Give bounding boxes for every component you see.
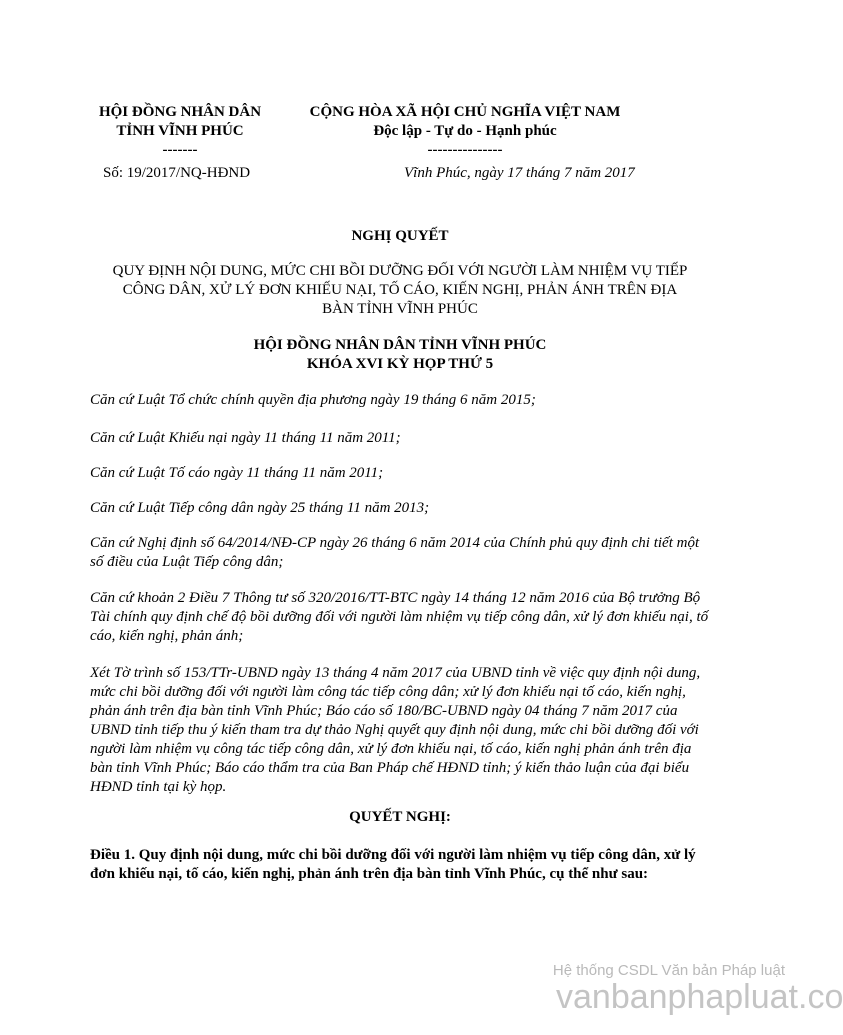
watermark-caption: Hệ thống CSDL Văn bản Pháp luật xyxy=(552,962,785,979)
preamble-paragraph: Căn cứ khoản 2 Điều 7 Thông tư số 320/2016/TT-BTC ngày 14 tháng 12 năm 2016 của Bộ trưởng Bộ Tài chính quy định chế độ bồi dưỡng đối với người làm nhiệm vụ tiếp công dân, xử lý đơn khiếu nại, tố cáo, kiến nghị, phản ánh; xyxy=(90,590,709,644)
watermark-site-link[interactable]: vanbanphapluat.co xyxy=(556,978,843,1016)
subject-line-1: QUY ĐỊNH NỘI DUNG, MỨC CHI BỒI DƯỠNG ĐỐI VỚI NGƯỜI LÀM NHIỆM VỤ TIẾP xyxy=(112,263,688,279)
preamble-paragraph: Căn cứ Luật Tổ chức chính quyền địa phương ngày 19 tháng 6 năm 2015; xyxy=(90,392,536,408)
preamble-paragraph: Căn cứ Luật Khiếu nại ngày 11 tháng 11 năm 2011; xyxy=(90,430,401,446)
country-name: CỘNG HÒA XÃ HỘI CHỦ NGHĨA VIỆT NAM xyxy=(309,104,621,120)
agency-name-line1: HỘI ĐỒNG NHÂN DÂN xyxy=(98,104,262,120)
place-date: Vĩnh Phúc, ngày 17 tháng 7 năm 2017 xyxy=(404,165,635,181)
preamble-paragraph: Xét Tờ trình số 153/TTr-UBND ngày 13 tháng 4 năm 2017 của UBND tỉnh về việc quy định nội dung, mức chi bồi dưỡng đối với người làm công tác tiếp công dân; xử lý đơn khiếu nại tố cáo, kiến nghị, phản ánh trên địa bàn tỉnh Vĩnh Phúc; Báo cáo số 180/BC-UBND ngày 04 tháng 7 năm 2017 của UBND tỉnh tiếp thu ý kiến tham tra dự thảo Nghị quyết quy định nội dung, mức chi bồi dưỡng đối với người làm nhiệm vụ công tác tiếp công dân, xử lý đơn khiếu nại, tố cáo, kiến nghị phản ánh trên địa bàn tỉnh Vĩnh Phúc; Báo cáo thẩm tra của Ban Pháp chế HĐND tỉnh; ý kiến thảo luận của đại biểu HĐND tỉnh tại kỳ họp. xyxy=(90,665,701,795)
document-type-title: NGHỊ QUYẾT xyxy=(351,228,449,244)
issuing-agency-block xyxy=(90,103,270,160)
document-subject xyxy=(90,262,710,319)
council-name: HỘI ĐỒNG NHÂN DÂN TỈNH VĨNH PHÚC xyxy=(253,337,547,353)
subject-line-2: CÔNG DÂN, XỬ LÝ ĐƠN KHIẾU NẠI, TỐ CÁO, KIẾN NGHỊ, PHẢN ÁNH TRÊN ĐỊA xyxy=(122,282,678,298)
motto: Độc lập - Tự do - Hạnh phúc xyxy=(373,123,557,139)
preamble-paragraph: Căn cứ Luật Tiếp công dân ngày 25 tháng 11 năm 2013; xyxy=(90,500,430,516)
article-1: Điều 1. Quy định nội dung, mức chi bồi dưỡng đối với người làm nhiệm vụ tiếp công dân, xử lý đơn khiếu nại, tố cáo, kiến nghị, phản ánh trên địa bàn tỉnh Vĩnh Phúc, cụ thể như sau: xyxy=(90,847,696,882)
preamble-paragraph: Căn cứ Luật Tố cáo ngày 11 tháng 11 năm 2011; xyxy=(90,465,384,481)
council-session: KHÓA XVI KỲ HỌP THỨ 5 xyxy=(306,356,494,372)
council-heading xyxy=(0,336,800,374)
national-motto-block xyxy=(290,103,640,160)
resolve-heading: QUYẾT NGHỊ: xyxy=(349,809,451,825)
motto-divider: --------------- xyxy=(427,142,503,158)
document-number: Số: 19/2017/NQ-HĐND xyxy=(103,165,251,181)
preamble-paragraph: Căn cứ Nghị định số 64/2014/NĐ-CP ngày 26 tháng 6 năm 2014 của Chính phủ quy định chi tiết một số điều của Luật Tiếp công dân; xyxy=(90,535,700,570)
agency-name-line2: TỈNH VĨNH PHÚC xyxy=(116,123,244,139)
subject-line-3: BÀN TỈNH VĨNH PHÚC xyxy=(322,301,478,317)
agency-divider: ------- xyxy=(162,142,198,158)
